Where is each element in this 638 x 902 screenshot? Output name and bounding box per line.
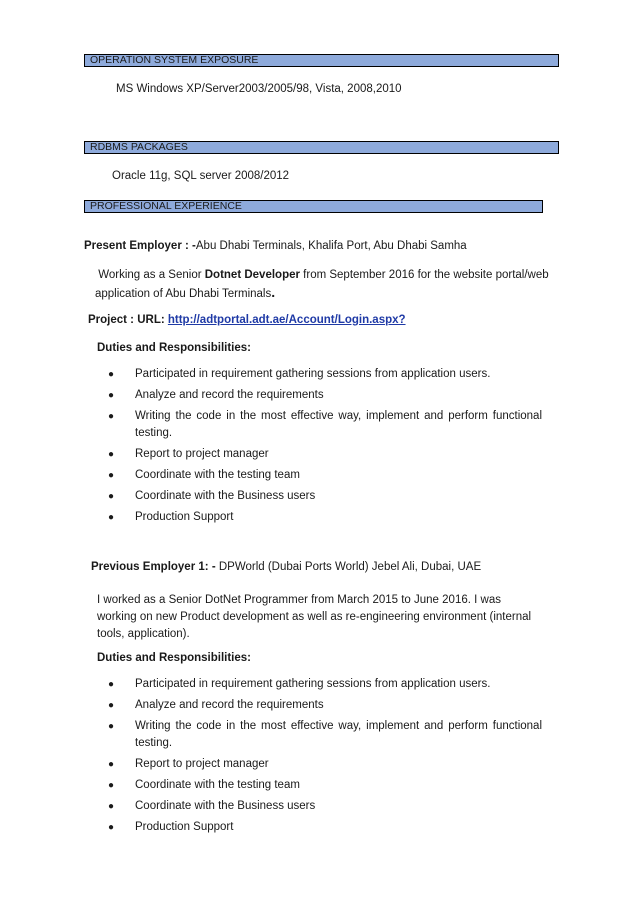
duty-text: Coordinate with the Business users [135,800,316,812]
duty-text: Participated in requirement gathering sessions from application users. [135,368,491,380]
bullet-icon: ● [108,449,115,460]
bullet-icon: ● [108,721,115,732]
duty-item [108,408,542,442]
bullet-icon: ● [108,801,115,812]
rdbms-section-title: RDBMS PACKAGES [90,141,188,153]
previous1-employer-dash: - [211,561,216,573]
duty-item [108,488,542,505]
present-desc-mid: from September 2016 for the website portal/web [299,269,549,281]
duty-text: Coordinate with the testing team [135,779,300,791]
bullet-icon: ● [108,759,115,770]
previous1-description: I worked as a Senior DotNet Programmer from March 2015 to June 2016. I was working on new Product development as well as re-engineering environment (internal tools, application). [97,594,532,640]
duty-item [108,387,542,404]
bullet-icon: ● [108,512,115,523]
rdbms-section-header [84,141,559,154]
duty-text: Production Support [135,821,234,833]
bullet-icon: ● [108,822,115,833]
duty-text: Production Support [135,511,234,523]
duty-item [108,819,542,836]
duty-item [108,467,542,484]
present-duties-title: Duties and Responsibilities: [97,342,251,354]
duty-item [108,697,542,714]
bullet-icon: ● [108,369,115,380]
duty-item [108,509,542,526]
duty-item [108,446,542,463]
duty-text: Writing the code in the most effective way, implement and perform functional testing. [135,720,542,749]
bullet-icon: ● [108,411,115,422]
os-section-title: OPERATION SYSTEM EXPOSURE [90,54,259,66]
present-desc-end: . [271,284,276,300]
duty-item [108,777,542,794]
present-project-line [88,314,406,326]
duty-item [108,798,542,815]
duty-text: Coordinate with the Business users [135,490,316,502]
previous1-duties-list [108,676,542,840]
bullet-icon: ● [108,470,115,481]
previous1-duties-title: Duties and Responsibilities: [97,652,251,664]
bullet-icon: ● [108,700,115,711]
present-employer-name: Abu Dhabi Terminals, Khalifa Port, Abu Dhabi Samha [195,240,467,252]
present-project-label: Project : URL: [88,314,165,326]
present-duties-list [108,366,542,530]
present-desc-role: Dotnet Developer [204,269,300,281]
duty-text: Coordinate with the testing team [135,469,300,481]
bullet-icon: ● [108,390,115,401]
previous1-employer-name: DPWorld (Dubai Ports World) Jebel Ali, Dubai, UAE [218,561,482,573]
bullet-icon: ● [108,780,115,791]
duty-text: Writing the code in the most effective way, implement and perform functional testing. [135,410,542,439]
present-project-link[interactable]: http://adtportal.adt.ae/Account/Login.aspx? [167,314,406,326]
present-employer-label: Present Employer : [84,240,189,252]
duty-text: Participated in requirement gathering sessions from application users. [135,678,491,690]
previous1-employer-label: Previous Employer 1: [91,561,209,573]
bullet-icon: ● [108,679,115,690]
present-desc-prefix: Working as a Senior [98,269,205,281]
os-content: MS Windows XP/Server2003/2005/98, Vista, 2008,2010 [116,83,402,95]
duty-text: Analyze and record the requirements [135,389,324,401]
experience-section-header [84,200,543,213]
present-desc-line2: application of Abu Dhabi Terminals [95,288,272,300]
present-employer-line [84,240,467,252]
rdbms-content: Oracle 11g, SQL server 2008/2012 [112,170,290,182]
present-employer-dash: - [192,240,196,252]
previous1-employer-line [91,561,481,573]
duty-item [108,366,542,383]
duty-text: Report to project manager [135,448,269,460]
os-section-header [84,54,559,67]
duty-item [108,718,542,752]
duty-item [108,756,542,773]
duty-text: Report to project manager [135,758,269,770]
experience-section-title: PROFESSIONAL EXPERIENCE [90,200,242,212]
duty-text: Analyze and record the requirements [135,699,324,711]
bullet-icon: ● [108,491,115,502]
present-description [95,267,555,303]
duty-item [108,676,542,693]
